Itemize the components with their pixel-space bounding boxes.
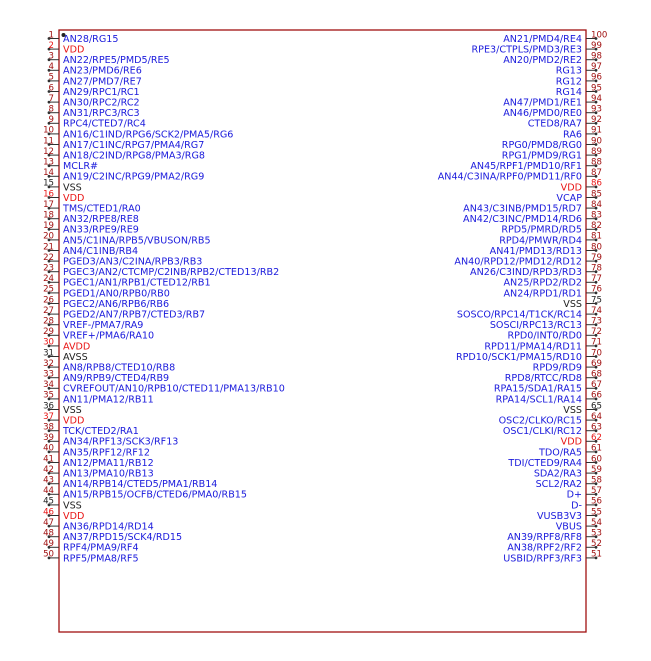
- pin-94: [503, 94, 602, 109]
- pin-number: 47: [43, 517, 54, 528]
- pin-name: AN15/RPB15/OCFB/CTED6/PMA0/RB15: [63, 489, 247, 501]
- pin-name: RPD4/PMWR/RD4: [499, 235, 582, 247]
- pin-number: 62: [591, 433, 602, 444]
- pin-name: AN16/C1IND/RPG6/SCK2/PMA5/RG6: [63, 129, 234, 141]
- pin-name: RPD0/INT0/RD0: [507, 330, 582, 342]
- pin-number: 45: [43, 496, 54, 507]
- pin-name: CTED8/RA7: [527, 118, 582, 130]
- pin-number: 51: [591, 549, 602, 560]
- pin-number: 7: [48, 93, 54, 104]
- pin-number: 26: [43, 295, 54, 306]
- pin-number: 54: [591, 517, 602, 528]
- pin-name: AN23/PMD6/RE6: [63, 65, 142, 77]
- pin-number: 72: [591, 327, 602, 338]
- pin-number: 67: [591, 380, 602, 391]
- pin-name: RPA14/SCL1/RA14: [495, 394, 582, 406]
- pin-number: 52: [591, 539, 602, 550]
- pin-number: 21: [43, 242, 54, 253]
- pin-name: AN43/C3INB/PMD15/RD7: [463, 203, 582, 215]
- pin-number: 100: [591, 30, 608, 41]
- pin-name: OSC2/CLKO/RC15: [498, 415, 582, 427]
- pin-name: AN11/PMA12/RB11: [63, 394, 154, 406]
- pin-number: 94: [591, 93, 602, 104]
- pin-name: RPF5/PMA8/RF5: [63, 553, 139, 565]
- pin-name: RG13: [555, 65, 582, 77]
- pin-name: VDD: [63, 415, 85, 427]
- pin-name: AN19/C2INC/RPG9/PMA2/RG9: [63, 171, 205, 183]
- pin-name: AN18/C2IND/RPG8/PMA3/RG8: [63, 150, 205, 162]
- pin-number: 88: [591, 157, 602, 168]
- pin-name: AN33/RPE9/RE9: [63, 224, 139, 236]
- pin-number: 86: [591, 178, 602, 189]
- pin-name: AN44/C3INA/RPF0/PMD11/RF0: [437, 171, 582, 183]
- pin-number: 28: [43, 316, 54, 327]
- pin-number: 25: [43, 284, 54, 295]
- pin-name: VREF+/PMA6/RA10: [63, 330, 155, 342]
- pin-name: AN41/PMD13/RD13: [489, 245, 582, 257]
- pin-name: AN20/PMD2/RE2: [503, 55, 582, 67]
- pin-number: 66: [591, 390, 602, 401]
- pin-name: AN39/RPF8/RF8: [507, 532, 582, 544]
- pin-name: PGED3/AN3/C2INA/RPB3/RB3: [63, 256, 203, 268]
- pin-name: VBUS: [555, 521, 582, 533]
- pin-name: SOSCI/RPC13/RC13: [489, 320, 582, 332]
- pin-number: 37: [43, 411, 54, 422]
- pin-name: PGED1/AN0/RPB0/RB0: [63, 288, 170, 300]
- pin-number: 38: [43, 422, 54, 433]
- pin-number: 69: [591, 358, 602, 369]
- pin-number: 34: [43, 380, 54, 391]
- pin-name: AN8/RPB8/CTED10/RB8: [63, 362, 176, 374]
- pin-number: 77: [591, 274, 602, 285]
- pin-number: 44: [43, 486, 54, 497]
- pin-number: 97: [591, 62, 602, 73]
- pin-number: 1: [48, 30, 54, 41]
- pin-number: 2: [48, 40, 54, 51]
- pin-number: 79: [591, 252, 602, 263]
- pin-number: 95: [591, 83, 602, 94]
- pin-name: VSS: [563, 298, 582, 310]
- pin-number: 39: [43, 433, 54, 444]
- pin-name: VSS: [63, 182, 82, 194]
- pin-number: 92: [591, 115, 602, 126]
- pin-name: PGED2/AN7/RPB7/CTED3/RB7: [63, 309, 206, 321]
- pin-name: VSS: [63, 500, 82, 512]
- pin-number: 81: [591, 231, 602, 242]
- pin-name: RPG1/PMD9/RG1: [501, 150, 582, 162]
- pin-name: VUSB3V3: [536, 510, 582, 522]
- pin-number: 30: [43, 337, 54, 348]
- pin-name: RPF4/PMA9/RF4: [63, 542, 139, 554]
- pin-name: AN45/RPF1/PMD10/RF1: [470, 161, 582, 173]
- pin-number: 82: [591, 221, 602, 232]
- pin-name: RA6: [563, 129, 582, 141]
- pin-name: RPD9/RD9: [532, 362, 582, 374]
- pin-number: 56: [591, 496, 602, 507]
- pin-17: [43, 200, 141, 215]
- pin-name: AN5/C1INA/RPB5/VBUSON/RB5: [63, 235, 211, 247]
- pin-90: [502, 136, 602, 151]
- pin-name: AN37/RPD15/SCK4/RD15: [63, 532, 183, 544]
- pin-number: 60: [591, 454, 602, 465]
- pin-name: AN35/RPF12/RF12: [63, 447, 150, 459]
- pin-list: [43, 30, 607, 564]
- pin-name: AVDD: [63, 341, 91, 353]
- pin-number: 4: [48, 62, 54, 73]
- pin-name: AN22/RPE5/PMD5/RE5: [63, 55, 170, 67]
- pin-name: RPC4/CTED7/RC4: [63, 118, 146, 130]
- pin-name: VCAP: [556, 192, 582, 204]
- pin-name: VDD: [63, 510, 85, 522]
- pin-number: 83: [591, 210, 602, 221]
- pin-number: 23: [43, 263, 54, 274]
- pin-name: TCK/CTED2/RA1: [63, 426, 139, 438]
- pin-number: 43: [43, 475, 54, 486]
- pin-number: 91: [591, 125, 602, 136]
- pin-number: 64: [591, 411, 602, 422]
- pin-name: AN9/RPB9/CTED4/RB9: [63, 373, 170, 385]
- pin-name: D+: [566, 489, 582, 501]
- pin-name: VDD: [63, 44, 85, 56]
- pin-name: VDD: [63, 192, 85, 204]
- pin-name: AN29/RPC1/RC1: [63, 86, 140, 98]
- pin-number: 46: [43, 507, 54, 518]
- pin-name: AN21/PMD4/RE4: [503, 33, 582, 45]
- pin-name: RG14: [555, 86, 582, 98]
- pin-name: VSS: [63, 404, 82, 416]
- pin-number: 98: [591, 51, 602, 62]
- pin-name: AN28/RG15: [63, 33, 119, 45]
- pin-number: 22: [43, 252, 54, 263]
- pin-number: 84: [591, 199, 602, 210]
- pin-number: 19: [43, 221, 54, 232]
- pin-number: 93: [591, 104, 602, 115]
- pin-number: 55: [591, 507, 602, 518]
- pin-number: 87: [591, 168, 602, 179]
- pin-number: 32: [43, 358, 54, 369]
- pin-number: 20: [43, 231, 54, 242]
- pin-name: RPA15/SDA1/RA15: [493, 383, 582, 395]
- pin-name: AN42/C3INC/PMD14/RD6: [463, 214, 582, 226]
- pin-name: VDD: [560, 436, 582, 448]
- pin-number: 71: [591, 337, 602, 348]
- pin-number: 63: [591, 422, 602, 433]
- pin-name: AN32/RPE8/RE8: [63, 214, 139, 226]
- pin-number: 11: [43, 136, 54, 147]
- pin-number: 24: [43, 274, 54, 285]
- pin-number: 49: [43, 539, 54, 550]
- pin-name: AN27/PMD7/RE7: [63, 76, 142, 88]
- pin-name: SCL2/RA2: [535, 479, 582, 491]
- pin-number: 9: [48, 115, 54, 126]
- pin-name: TDI/CTED9/RA4: [508, 457, 582, 469]
- pin-name: AN40/RPD12/PMD12/RD12: [454, 256, 582, 268]
- pin-number: 68: [591, 369, 602, 380]
- pin-name: RPD5/PMRD/RD5: [501, 224, 582, 236]
- pin-number: 80: [591, 242, 602, 253]
- pin-1: [48, 30, 119, 45]
- pin-number: 89: [591, 146, 602, 157]
- pin-53: [507, 529, 602, 544]
- pin-number: 61: [591, 443, 602, 454]
- pin-name: AN14/RPB14/CTED5/PMA1/RB14: [63, 479, 218, 491]
- pin-name: SDA2/RA3: [533, 468, 582, 480]
- pin-name: AN4/C1INB/RB4: [63, 245, 139, 257]
- pin-name: AN30/RPC2/RC2: [63, 97, 140, 109]
- pin-number: 29: [43, 327, 54, 338]
- pin-number: 75: [591, 295, 602, 306]
- pin-number: 18: [43, 210, 54, 221]
- pin-name: AN38/RPF2/RF2: [507, 542, 582, 554]
- pin-name: SOSCO/RPC14/T1CK/RC14: [456, 309, 582, 321]
- pin-number: 57: [591, 486, 602, 497]
- pin-number: 14: [43, 168, 54, 179]
- pin-name: RPE3/CTPLS/PMD3/RE3: [471, 44, 582, 56]
- pin-number: 6: [48, 83, 54, 94]
- pin-number: 5: [48, 72, 54, 83]
- pin-number: 42: [43, 464, 54, 475]
- pin-number: 53: [591, 528, 602, 539]
- pin-name: TDO/RA5: [539, 447, 582, 459]
- pin-name: CVREFOUT/AN10/RPB10/CTED11/PMA13/RB10: [63, 383, 285, 395]
- pin-number: 36: [43, 401, 54, 412]
- pin-name: AN12/PMA11/RB12: [63, 457, 154, 469]
- pin-name: AN24/RPD1/RD1: [503, 288, 582, 300]
- pin-name: USBID/RPF3/RF3: [503, 553, 582, 565]
- pin-name: OSC1/CLKI/RC12: [502, 426, 582, 438]
- pin-number: 8: [48, 104, 54, 115]
- pin-number: 17: [43, 199, 54, 210]
- pin-name: VDD: [560, 182, 582, 194]
- pin-name: AN47/PMD1/RE1: [503, 97, 582, 109]
- pin-number: 41: [43, 454, 54, 465]
- pin-number: 40: [43, 443, 54, 454]
- pin-name: RPD11/PMA14/RD11: [484, 341, 582, 353]
- pin-name: AN34/RPF13/SCK3/RF13: [63, 436, 179, 448]
- pin-number: 35: [43, 390, 54, 401]
- pin-name: TMS/CTED1/RA0: [63, 203, 141, 215]
- pin-number: 15: [43, 178, 54, 189]
- pin-number: 74: [591, 305, 602, 316]
- pin-number: 48: [43, 528, 54, 539]
- pin-name: PGEC1/AN1/RPB1/CTED12/RB1: [63, 277, 211, 289]
- pin-name: VSS: [563, 404, 582, 416]
- pin-name: AN36/RPD14/RD14: [63, 521, 154, 533]
- pin-name: RG12: [555, 76, 582, 88]
- pin-name: D-: [571, 500, 582, 512]
- pin-name: VREF-/PMA7/RA9: [63, 320, 144, 332]
- pin-name: RPD8/RTCC/RD8: [504, 373, 582, 385]
- pin-number: 58: [591, 475, 602, 486]
- pin-number: 50: [43, 549, 54, 560]
- pin-number: 27: [43, 305, 54, 316]
- pin-name: MCLR#: [63, 161, 99, 173]
- pin-number: 96: [591, 72, 602, 83]
- pin-47: [43, 518, 154, 533]
- pin-name: PGEC3/AN2/CTCMP/C2INB/RPB2/CTED13/RB2: [63, 267, 280, 279]
- pin-name: RPG0/PMD8/RG0: [501, 139, 582, 151]
- pin-number: 59: [591, 464, 602, 475]
- pin-number: 90: [591, 136, 602, 147]
- pin-number: 76: [591, 284, 602, 295]
- pin-name: AN26/C3IND/RPD3/RD3: [470, 267, 582, 279]
- pin-name: AN46/PMD0/RE0: [503, 108, 582, 120]
- pin-number: 33: [43, 369, 54, 380]
- pin-number: 78: [591, 263, 602, 274]
- pin-number: 70: [591, 348, 602, 359]
- pin-number: 13: [43, 157, 54, 168]
- pin-number: 85: [591, 189, 602, 200]
- pin-number: 3: [48, 51, 54, 62]
- pin-number: 73: [591, 316, 602, 327]
- pin-number: 31: [43, 348, 54, 359]
- pin-name: RPD10/SCK1/PMA15/RD10: [455, 351, 582, 363]
- pin-number: 99: [591, 40, 602, 51]
- pin-number: 12: [43, 146, 54, 157]
- pin-number: 65: [591, 401, 602, 412]
- pin-38: [43, 423, 139, 438]
- pin-name: PGEC2/AN6/RPB6/RB6: [63, 298, 170, 310]
- pin-name: AN25/RPD2/RD2: [503, 277, 582, 289]
- pin-name: AN13/PMA10/RB13: [63, 468, 154, 480]
- pin-name: AVSS: [63, 351, 88, 363]
- pin-name: AN17/C1INC/RPG7/PMA4/RG7: [63, 139, 205, 151]
- pin-number: 16: [43, 189, 54, 200]
- pin-number: 10: [43, 125, 54, 136]
- pin-name: AN31/RPC3/RC3: [63, 108, 140, 120]
